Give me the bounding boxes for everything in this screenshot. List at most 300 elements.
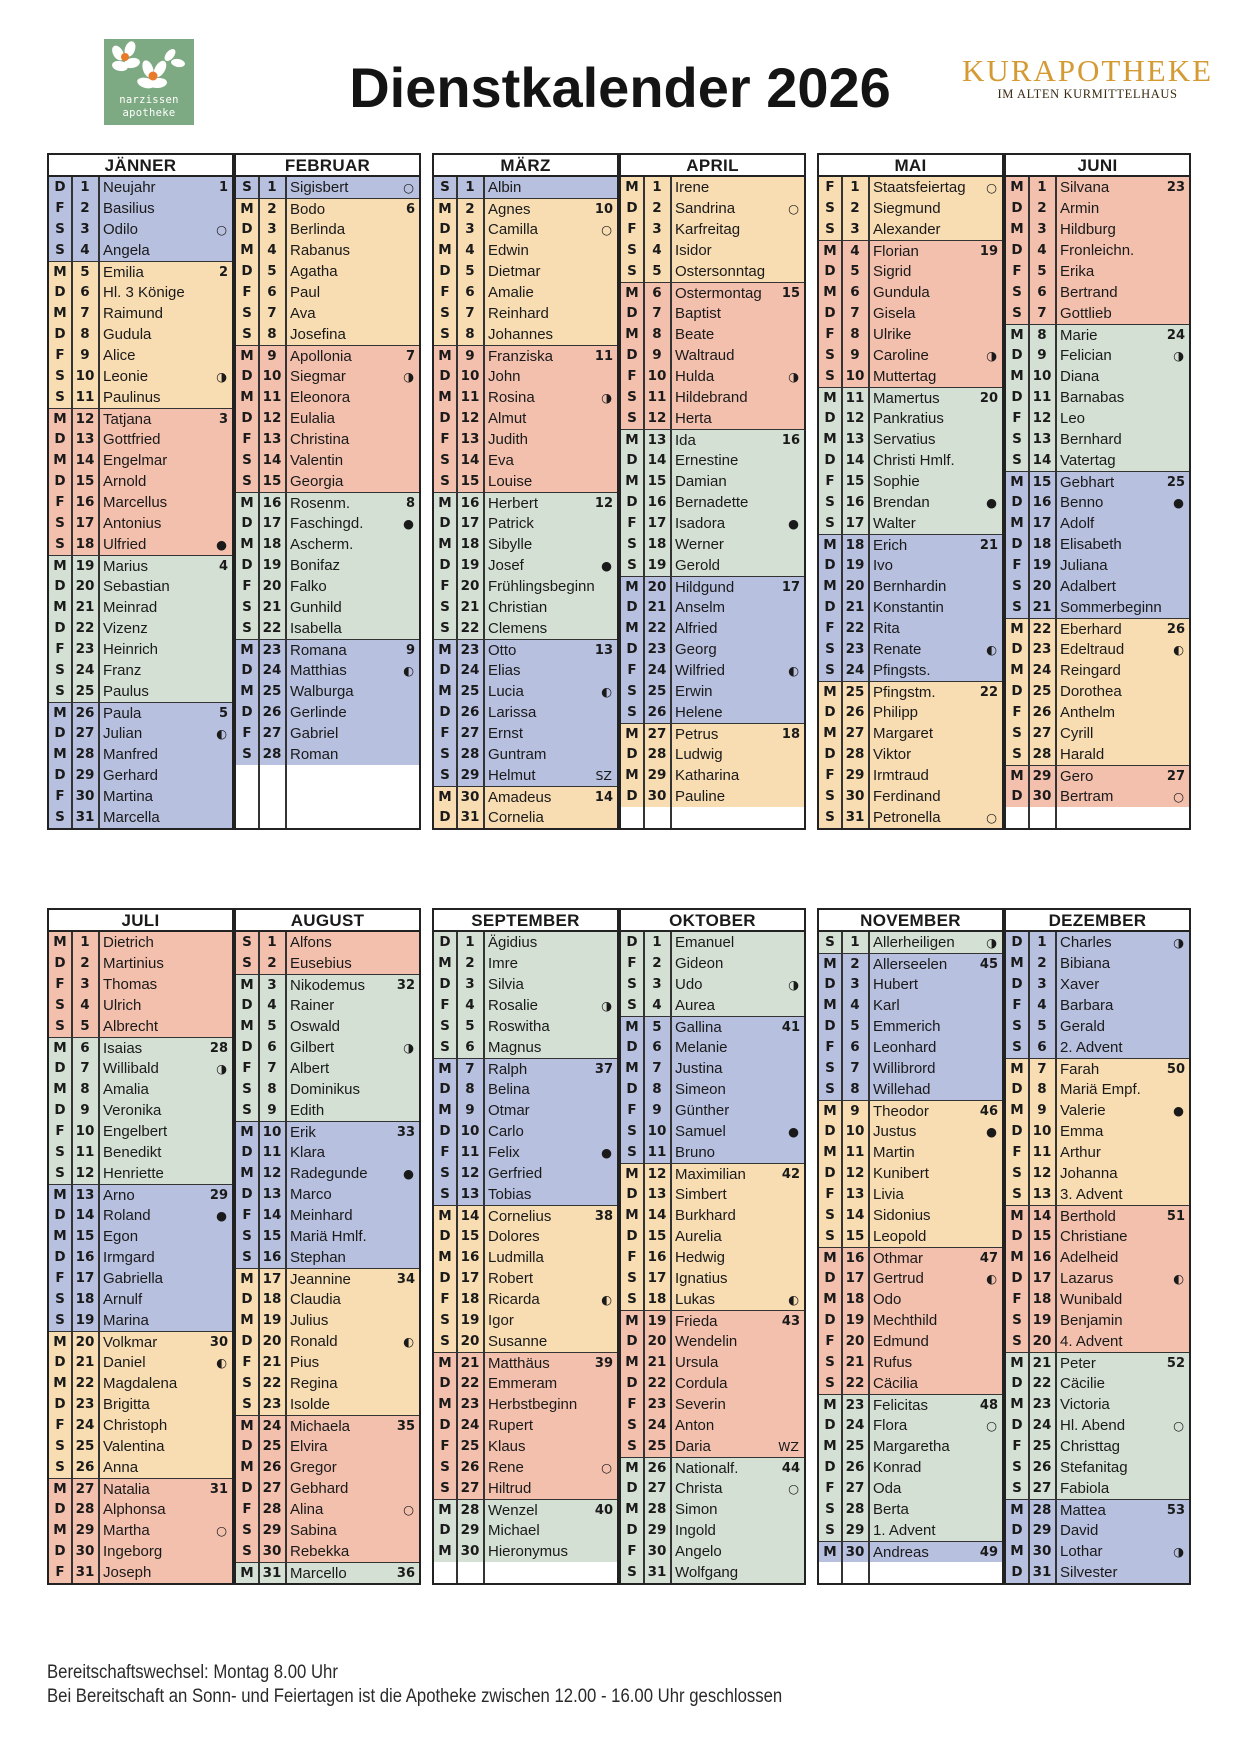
day-row <box>819 555 1002 576</box>
day-row <box>434 1268 617 1289</box>
day-number: 8 <box>652 1081 662 1097</box>
name-day: Andreas <box>873 1544 929 1561</box>
day-number: 28 <box>647 1501 667 1517</box>
name-day: Ascherm. <box>290 536 354 553</box>
day-row <box>236 303 419 324</box>
day-number: 5 <box>267 1018 277 1034</box>
column-divider <box>1028 177 1030 828</box>
name-day: Angelo <box>675 1543 722 1560</box>
weekday-letter: D <box>824 1417 836 1433</box>
day-row <box>434 1058 617 1079</box>
kurapotheke-subtitle: IM ALTEN KURMITTELHAUS <box>997 87 1178 101</box>
day-number: 30 <box>460 1543 480 1559</box>
weekday-letter: M <box>625 1354 639 1370</box>
day-row <box>1006 450 1189 471</box>
week-number: 40 <box>594 1503 613 1518</box>
day-row <box>819 366 1002 387</box>
name-day: Dietrich <box>103 934 154 951</box>
day-row <box>621 1520 804 1541</box>
name-day: Franz <box>103 662 142 679</box>
day-row <box>621 765 804 786</box>
day-row <box>434 492 617 513</box>
name-day: Brendan <box>873 494 930 511</box>
day-number: 13 <box>845 431 865 447</box>
day-number: 5 <box>850 1018 860 1034</box>
name-day: Martin <box>873 1144 915 1161</box>
day-row <box>49 1520 232 1541</box>
day-number: 2 <box>465 201 475 217</box>
day-number: 6 <box>1037 284 1047 300</box>
day-number: 3 <box>267 977 277 993</box>
week-number: 2 <box>218 265 228 280</box>
month-name: JÄNNER <box>47 153 234 177</box>
weekday-letter: M <box>625 179 639 195</box>
name-day: Sandrina <box>675 200 736 217</box>
weekday-letter: D <box>824 976 836 992</box>
weekday-letter: M <box>1010 1061 1024 1077</box>
name-day: Carlo <box>488 1123 524 1140</box>
weekday-letter: F <box>825 1333 835 1349</box>
name-day: Dominikus <box>290 1081 361 1098</box>
weekday-letter: D <box>241 1333 253 1349</box>
name-day: Günther <box>675 1102 730 1119</box>
name-day: Petronella <box>873 809 941 826</box>
weekday-letter: S <box>242 599 252 615</box>
weekday-letter: D <box>54 1060 66 1076</box>
day-row <box>434 303 617 324</box>
day-number: 8 <box>80 326 90 342</box>
name-day: Klara <box>290 1144 326 1161</box>
day-row <box>621 1331 804 1352</box>
name-day: Gerlinde <box>290 704 347 721</box>
day-number: 29 <box>262 1522 282 1538</box>
day-row <box>49 1541 232 1562</box>
day-row <box>1006 1121 1189 1142</box>
day-row <box>236 1016 419 1037</box>
day-row <box>1006 932 1189 953</box>
day-number: 7 <box>1037 1061 1047 1077</box>
day-number: 14 <box>262 1207 282 1223</box>
day-row <box>236 219 419 240</box>
day-row <box>1006 1205 1189 1226</box>
weekday-letter: D <box>241 1438 253 1454</box>
day-row <box>1006 1226 1189 1247</box>
day-number: 22 <box>75 620 95 636</box>
day-number: 9 <box>850 347 860 363</box>
day-number: 27 <box>845 725 865 741</box>
day-number: 19 <box>647 557 667 573</box>
name-day: Lothar <box>1060 1543 1103 1560</box>
name-day: Ägidius <box>488 934 538 951</box>
month-days <box>1004 932 1191 1585</box>
month-name: AUGUST <box>234 908 421 932</box>
name-day: Herbstbeginn <box>488 1396 578 1413</box>
name-day: Bonifaz <box>290 557 341 574</box>
day-number: 4 <box>267 242 277 258</box>
name-day: Gundula <box>873 284 930 301</box>
day-row <box>1006 1142 1189 1163</box>
weekday-letter: M <box>823 725 837 741</box>
day-row <box>236 1541 419 1562</box>
weekday-letter: F <box>440 284 450 300</box>
day-number: 13 <box>1032 431 1052 447</box>
name-day: 1. Advent <box>873 1522 936 1539</box>
logo-line-1: narzissen <box>119 94 179 106</box>
name-day: Eva <box>488 452 514 469</box>
weekday-letter: M <box>438 348 452 364</box>
day-number: 26 <box>845 704 865 720</box>
day-number: 1 <box>267 179 277 195</box>
day-row <box>621 1373 804 1394</box>
weekday-letter: S <box>242 1249 252 1265</box>
day-number: 6 <box>652 285 662 301</box>
kurapotheke-logo <box>960 55 1215 101</box>
day-row <box>819 1121 1002 1142</box>
day-number: 1 <box>80 934 90 950</box>
weekday-letter: S <box>1012 1459 1022 1475</box>
weekday-letter: D <box>241 1144 253 1160</box>
day-row <box>621 1310 804 1331</box>
weekday-letter: S <box>825 809 835 825</box>
day-number: 6 <box>267 1039 277 1055</box>
column-divider <box>285 177 287 828</box>
name-day: Marcella <box>103 809 160 826</box>
day-row <box>434 219 617 240</box>
name-day: Ignatius <box>675 1270 728 1287</box>
name-day: Pauline <box>675 788 726 805</box>
weekday-letter: D <box>241 515 253 531</box>
weekday-letter: S <box>825 1501 835 1517</box>
name-day: Severin <box>675 1396 726 1413</box>
day-row <box>236 1037 419 1058</box>
day-number: 23 <box>460 642 480 658</box>
day-row <box>434 744 617 765</box>
name-day: Charles <box>1060 934 1112 951</box>
weekday-letter: D <box>54 1354 66 1370</box>
weekday-letter: D <box>54 1249 66 1265</box>
weekday-letter: D <box>54 179 66 195</box>
day-row <box>819 1436 1002 1457</box>
day-row <box>819 471 1002 492</box>
name-day: Ricarda <box>488 1291 540 1308</box>
day-row <box>621 1184 804 1205</box>
weekday-letter: S <box>242 1543 252 1559</box>
day-number: 7 <box>652 1060 662 1076</box>
moon-phase-icon: ○ <box>403 180 414 195</box>
name-day: Rosina <box>488 389 535 406</box>
name-day: John <box>488 368 521 385</box>
day-row <box>49 1289 232 1310</box>
name-day: Klaus <box>488 1438 526 1455</box>
month-mai <box>817 153 1004 830</box>
name-day: Christian <box>488 599 548 616</box>
day-number: 6 <box>652 1039 662 1055</box>
day-row <box>236 1079 419 1100</box>
name-day: Barbara <box>1060 997 1114 1014</box>
day-number: 2 <box>80 955 90 971</box>
day-number: 28 <box>262 746 282 762</box>
moon-phase-icon: ◐ <box>601 1292 612 1307</box>
name-day: Maximilian <box>675 1166 746 1183</box>
day-row <box>236 597 419 618</box>
day-row <box>819 974 1002 995</box>
weekday-letter: S <box>440 179 450 195</box>
weekday-letter: F <box>440 997 450 1013</box>
day-number: 10 <box>1032 368 1052 384</box>
day-number: 14 <box>262 452 282 468</box>
day-row <box>1006 765 1189 786</box>
name-day: Erik <box>290 1124 316 1141</box>
day-number: 11 <box>1032 1144 1052 1160</box>
weekday-letter: M <box>240 977 254 993</box>
day-number: 26 <box>647 704 667 720</box>
weekday-letter: S <box>1012 452 1022 468</box>
day-number: 16 <box>1032 1249 1052 1265</box>
name-day: Gabriel <box>290 725 339 742</box>
day-row <box>236 1184 419 1205</box>
day-row <box>434 240 617 261</box>
day-row <box>434 786 617 807</box>
weekday-letter: F <box>440 1291 450 1307</box>
weekday-letter: M <box>823 1250 837 1266</box>
weekday-letter: M <box>823 1544 837 1560</box>
weekday-letter: M <box>1010 368 1024 384</box>
name-day: Johanna <box>1060 1165 1118 1182</box>
day-row <box>819 765 1002 786</box>
week-number: 45 <box>979 957 998 972</box>
week-number: 15 <box>781 286 800 301</box>
day-number: 24 <box>845 1417 865 1433</box>
day-number: 11 <box>647 389 667 405</box>
weekday-letter: D <box>54 431 66 447</box>
weekday-letter: S <box>1012 746 1022 762</box>
name-day: Berthold <box>1060 1208 1116 1225</box>
name-day: Ralph <box>488 1061 528 1078</box>
name-day: Hulda <box>675 368 715 385</box>
day-number: 9 <box>267 348 277 364</box>
weekday-letter: M <box>53 305 67 321</box>
day-number: 21 <box>75 1354 95 1370</box>
name-day: Mariä Hmlf. <box>290 1228 367 1245</box>
day-number: 21 <box>1032 599 1052 615</box>
week-number: 53 <box>1166 1503 1185 1518</box>
name-day: Wolfgang <box>675 1564 739 1581</box>
moon-phase-icon: ◐ <box>403 1334 414 1349</box>
day-number: 3 <box>652 221 662 237</box>
name-day: Judith <box>488 431 529 448</box>
weekday-letter: M <box>823 1397 837 1413</box>
weekday-letter: S <box>242 620 252 636</box>
day-row <box>434 198 617 219</box>
day-row <box>49 1184 232 1205</box>
week-number: 25 <box>1166 475 1185 490</box>
name-day: Robert <box>488 1270 534 1287</box>
footer-line-1: Bereitschaftswechsel: Montag 8.00 Uhr <box>47 1662 338 1683</box>
name-day: Pfingsts. <box>873 662 931 679</box>
day-number: 22 <box>262 1375 282 1391</box>
day-row <box>49 1016 232 1037</box>
day-row <box>1006 1415 1189 1436</box>
day-row <box>621 597 804 618</box>
moon-phase-icon: ○ <box>788 201 799 216</box>
day-number: 12 <box>75 1165 95 1181</box>
day-row <box>49 576 232 597</box>
name-day: Albrecht <box>103 1018 159 1035</box>
day-row <box>49 1121 232 1142</box>
day-row <box>1006 1520 1189 1541</box>
moon-phase-icon: ○ <box>1173 1418 1184 1433</box>
month-maerz <box>432 153 619 830</box>
weekday-letter: D <box>824 1123 836 1139</box>
weekday-letter: F <box>55 1270 65 1286</box>
day-number: 26 <box>460 704 480 720</box>
day-number: 4 <box>1037 242 1047 258</box>
name-day: Paulus <box>103 683 149 700</box>
day-number: 16 <box>460 1249 480 1265</box>
column-divider <box>643 932 645 1583</box>
moon-phase-icon: ● <box>1173 1103 1184 1118</box>
day-number: 10 <box>262 368 282 384</box>
day-row <box>236 1310 419 1331</box>
day-number: 2 <box>652 200 662 216</box>
day-number: 26 <box>262 704 282 720</box>
day-row <box>434 1331 617 1352</box>
weekday-letter: S <box>1012 1018 1022 1034</box>
week-number: 31 <box>209 1482 228 1497</box>
weekday-letter: S <box>825 347 835 363</box>
weekday-letter: S <box>242 1081 252 1097</box>
week-number: 11 <box>594 349 613 364</box>
day-row <box>434 953 617 974</box>
weekday-letter: M <box>438 789 452 805</box>
day-number: 3 <box>80 221 90 237</box>
name-day: Nationalf. <box>675 1460 739 1477</box>
weekday-letter: S <box>1012 305 1022 321</box>
logo-line-2: apotheke <box>122 107 176 119</box>
name-day: Odo <box>873 1291 902 1308</box>
name-day: Aurea <box>675 997 716 1014</box>
day-number: 7 <box>1037 305 1047 321</box>
name-day: Lucia <box>488 683 524 700</box>
name-day: Konrad <box>873 1459 922 1476</box>
weekday-letter: S <box>55 515 65 531</box>
day-number: 11 <box>262 1144 282 1160</box>
week-number: 24 <box>1166 328 1185 343</box>
day-number: 12 <box>647 410 667 426</box>
name-day: Philipp <box>873 704 919 721</box>
week-number: 51 <box>1166 1209 1185 1224</box>
weekday-letter: M <box>438 955 452 971</box>
weekday-letter: M <box>438 1355 452 1371</box>
day-row <box>1006 1373 1189 1394</box>
day-row <box>49 471 232 492</box>
weekday-letter: F <box>55 347 65 363</box>
day-number: 1 <box>652 179 662 195</box>
day-number: 1 <box>1037 934 1047 950</box>
day-row <box>49 953 232 974</box>
name-day: Volkmar <box>103 1334 158 1351</box>
name-day: Leo <box>1060 410 1086 427</box>
name-day: Ingeborg <box>103 1543 163 1560</box>
weekday-letter: M <box>625 473 639 489</box>
day-number: 6 <box>1037 1039 1047 1055</box>
day-row <box>434 618 617 639</box>
moon-phase-icon: ○ <box>216 222 227 237</box>
weekday-letter: S <box>627 557 637 573</box>
day-number: 10 <box>1032 1123 1052 1139</box>
name-day: Ernst <box>488 725 524 742</box>
name-day: Mechthild <box>873 1312 938 1329</box>
name-day: Hieronymus <box>488 1543 569 1560</box>
day-row <box>236 1562 419 1583</box>
day-number: 25 <box>1032 1438 1052 1454</box>
weekday-letter: S <box>440 452 450 468</box>
day-number: 21 <box>75 599 95 615</box>
day-number: 28 <box>460 1502 480 1518</box>
day-row <box>1006 282 1189 303</box>
day-row <box>236 1499 419 1520</box>
day-row <box>621 261 804 282</box>
column-divider <box>1055 177 1057 828</box>
name-day: Staatsfeiertag <box>873 179 966 196</box>
moon-phase-icon: ◑ <box>216 1061 227 1076</box>
day-row <box>1006 723 1189 744</box>
day-row <box>1006 1394 1189 1415</box>
name-day: Rene <box>488 1459 524 1476</box>
name-day: Elvira <box>290 1438 328 1455</box>
day-number: 17 <box>75 1270 95 1286</box>
weekday-letter: S <box>627 704 637 720</box>
weekday-letter: M <box>625 1019 639 1035</box>
day-number: 27 <box>845 1480 865 1496</box>
weekday-letter: S <box>1012 1333 1022 1349</box>
day-number: 12 <box>845 1165 865 1181</box>
name-day: Heinrich <box>103 641 159 658</box>
name-day: Hl. Abend <box>1060 1417 1126 1434</box>
day-row <box>49 1268 232 1289</box>
name-day: Gottlieb <box>1060 305 1112 322</box>
name-day: Thomas <box>103 976 158 993</box>
moon-phase-icon: ◑ <box>601 998 612 1013</box>
name-day: Christina <box>290 431 350 448</box>
day-row <box>236 1058 419 1079</box>
weekday-letter: M <box>438 242 452 258</box>
weekday-letter: M <box>438 1061 452 1077</box>
week-number: 47 <box>979 1251 998 1266</box>
day-row <box>434 1016 617 1037</box>
day-number: 18 <box>1032 536 1052 552</box>
day-number: 21 <box>845 1354 865 1370</box>
name-day: Baptist <box>675 305 721 322</box>
day-number: 15 <box>845 1228 865 1244</box>
weekday-letter: M <box>240 683 254 699</box>
column-divider <box>643 177 645 828</box>
day-row <box>819 387 1002 408</box>
name-day: Meinrad <box>103 599 158 616</box>
weekday-letter: D <box>54 326 66 342</box>
week-number: 9 <box>405 643 415 658</box>
day-number: 29 <box>460 767 480 783</box>
day-number: 2 <box>80 200 90 216</box>
day-number: 3 <box>850 221 860 237</box>
name-day: Hildburg <box>1060 221 1116 238</box>
day-row <box>1006 681 1189 702</box>
name-day: Gebhart <box>1060 474 1115 491</box>
name-day: Roland <box>103 1207 151 1224</box>
day-row <box>1006 597 1189 618</box>
column-divider <box>1028 932 1030 1583</box>
day-number: 19 <box>1032 557 1052 573</box>
